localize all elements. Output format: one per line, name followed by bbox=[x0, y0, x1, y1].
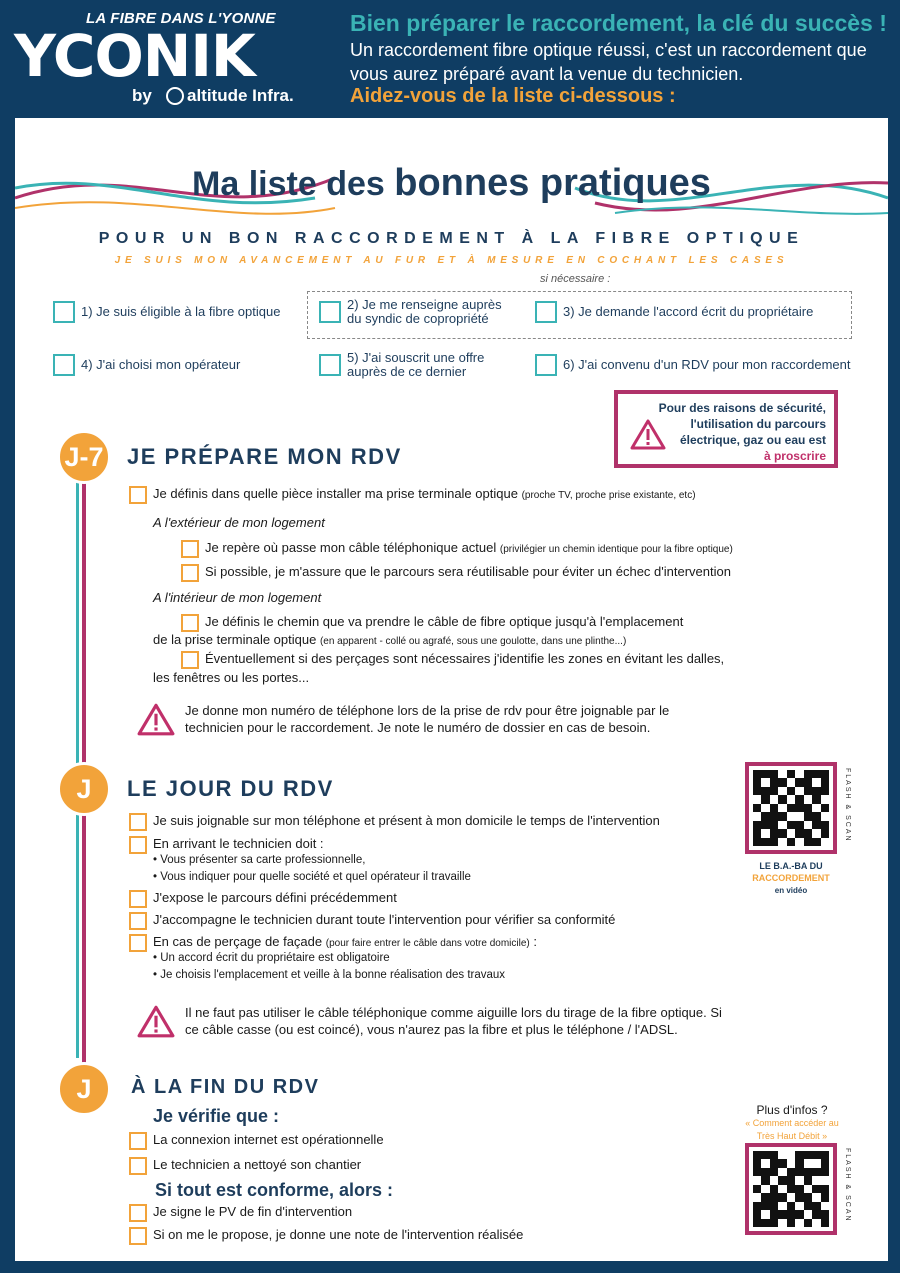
s2-item5-bullets bbox=[153, 950, 505, 984]
header bbox=[0, 0, 900, 118]
step-label: 2) Je me renseigne auprès du syndic de copropriété bbox=[347, 297, 502, 326]
s1-item2-note: (privilégier un chemin identique pour la fibre optique) bbox=[499, 544, 733, 555]
s1-item2-text: Je repère où passe mon câble téléphonique actuel bbox=[205, 540, 497, 555]
section3-title: À LA FIN DU RDV bbox=[131, 1076, 320, 1098]
qr-caption bbox=[741, 860, 841, 897]
s3-item1-text: La connexion internet est opérationnelle bbox=[153, 1132, 384, 1147]
s2-item4-text: J'accompagne le technicien durant toute l'intervention pour vérifier sa conformité bbox=[153, 912, 616, 927]
header-cta: Aidez-vous de la liste ci-dessous : bbox=[350, 85, 676, 107]
logo-name: YCONIK bbox=[14, 22, 255, 90]
timeline-line-pink bbox=[82, 478, 86, 788]
badge-j: J bbox=[57, 762, 111, 816]
more-info-link[interactable]: « Comment accéder au Très Haut Débit » bbox=[745, 1118, 839, 1141]
checkbox[interactable] bbox=[181, 614, 199, 632]
checklist-card bbox=[15, 118, 888, 1261]
warning-icon bbox=[137, 702, 175, 736]
checkbox[interactable] bbox=[129, 934, 147, 952]
s3-item2-text: Le technicien a nettoyé son chantier bbox=[153, 1157, 362, 1172]
s3-item1[interactable] bbox=[129, 1132, 384, 1150]
flash-scan-label: FLASH & SCAN bbox=[844, 1148, 851, 1223]
qr-pattern bbox=[753, 770, 829, 846]
qr-pattern bbox=[753, 1151, 829, 1227]
s1-item4[interactable] bbox=[181, 614, 683, 632]
bullet: • Vous présenter sa carte professionnelle, bbox=[153, 854, 366, 866]
qr-code-thd[interactable] bbox=[745, 1143, 837, 1235]
qr-code-video[interactable] bbox=[745, 762, 837, 854]
inside-heading: A l'intérieur de mon logement bbox=[153, 590, 322, 605]
step-label: 4) J'ai choisi mon opérateur bbox=[81, 357, 241, 372]
logo-partner-name: altitude Infra. bbox=[187, 86, 294, 105]
s1-warning-text: Je donne mon numéro de téléphone lors de la prise de rdv pour être joignable par le technicien pour le raccordement. Je note le numéro de dossier en cas de besoin. bbox=[185, 703, 670, 735]
flash-scan-label: FLASH & SCAN bbox=[844, 768, 851, 843]
more-info bbox=[737, 1104, 847, 1143]
badge-j-end: J bbox=[57, 1062, 111, 1116]
safety-text bbox=[646, 400, 826, 464]
yconik-logo bbox=[14, 8, 314, 108]
section1-title: JE PRÉPARE MON RDV bbox=[127, 444, 402, 469]
s1-item5-text: Éventuellement si des perçages sont nécessaires j'identifie les zones en évitant les dalles, bbox=[205, 651, 725, 666]
checkbox[interactable] bbox=[129, 486, 147, 504]
checkbox[interactable] bbox=[181, 651, 199, 669]
step-label: 3) Je demande l'accord écrit du propriétaire bbox=[563, 304, 814, 319]
step-6[interactable] bbox=[535, 354, 865, 376]
s2-item5-end: : bbox=[533, 934, 537, 949]
s1-item1-note: (proche TV, proche prise existante, etc) bbox=[521, 490, 696, 501]
s1-item4-continued bbox=[153, 631, 626, 650]
logo-partner bbox=[166, 86, 294, 106]
step-label: 1) Je suis éligible à la fibre optique bbox=[81, 304, 281, 319]
step-label: 6) J'ai convenu d'un RDV pour mon raccordement bbox=[563, 357, 851, 372]
s3-item3-text: Je signe le PV de fin d'intervention bbox=[153, 1204, 353, 1219]
s1-item4-cont-text: de la prise terminale optique bbox=[153, 632, 317, 647]
main-title-part2: bonnes pratiques bbox=[394, 162, 711, 204]
s2-item5-text: En cas de perçage de façade bbox=[153, 934, 323, 949]
step-1[interactable] bbox=[53, 301, 303, 323]
bullet: • Vous indiquer pour quelle société et quel opérateur il travaille bbox=[153, 871, 471, 883]
s1-item5-continued: les fenêtres ou les portes... bbox=[153, 670, 310, 685]
checkbox[interactable] bbox=[319, 301, 341, 323]
s1-phone-warning bbox=[137, 702, 717, 736]
checkbox[interactable] bbox=[181, 564, 199, 582]
step-4[interactable] bbox=[53, 354, 303, 376]
section2-title: LE JOUR DU RDV bbox=[127, 776, 334, 801]
step-label: 5) J'ai souscrit une offre auprès de ce dernier bbox=[347, 350, 485, 379]
more-info-title: Plus d'infos ? bbox=[756, 1103, 828, 1117]
safety-line1: Pour des raisons de sécurité, l'utilisation du parcours électrique, gaz ou eau est bbox=[658, 401, 826, 447]
checkbox[interactable] bbox=[129, 1204, 147, 1222]
checkbox[interactable] bbox=[53, 301, 75, 323]
logo-tagline: LA FIBRE DANS L'YONNE bbox=[86, 10, 276, 27]
checkbox[interactable] bbox=[129, 1157, 147, 1175]
s2-warning-text: Il ne faut pas utiliser le câble téléphonique comme aiguille lors du tirage de la fibre optique. Si ce câble casse (ou est coincé), vous n'aurez pas la fibre et plus le téléphone / l'ADSL. bbox=[185, 1005, 722, 1037]
s2-cable-warning bbox=[137, 1004, 737, 1038]
s1-item1-text: Je définis dans quelle pièce installer ma prise terminale optique bbox=[153, 486, 518, 501]
checkbox[interactable] bbox=[129, 912, 147, 930]
altitude-logo-icon bbox=[166, 87, 184, 105]
checkbox[interactable] bbox=[53, 354, 75, 376]
qr-caption-2: RACCORDEMENT bbox=[752, 873, 830, 883]
main-title bbox=[15, 162, 888, 205]
s1-item5[interactable] bbox=[181, 651, 724, 669]
bullet: • Un accord écrit du propriétaire est obligatoire bbox=[153, 952, 390, 964]
step-2[interactable] bbox=[319, 298, 519, 326]
checkbox[interactable] bbox=[129, 1132, 147, 1150]
s1-item4-note: (en apparent - collé ou agrafé, sous une goulotte, dans une plinthe...) bbox=[319, 636, 627, 647]
s3-item4[interactable] bbox=[129, 1227, 523, 1245]
checkbox[interactable] bbox=[129, 813, 147, 831]
s2-item3[interactable] bbox=[129, 890, 397, 908]
checkbox[interactable] bbox=[129, 890, 147, 908]
safety-line2: à proscrire bbox=[763, 449, 826, 463]
s2-item2-bullets bbox=[153, 852, 471, 886]
checkbox[interactable] bbox=[129, 1227, 147, 1245]
main-title-part1: Ma liste des bbox=[192, 165, 385, 203]
s3-item4-text: Si on me le propose, je donne une note de l'intervention réalisée bbox=[153, 1227, 524, 1242]
s2-item1[interactable] bbox=[129, 813, 660, 831]
checkbox[interactable] bbox=[129, 836, 147, 854]
checkbox[interactable] bbox=[319, 354, 341, 376]
s2-item3-text: J'expose le parcours défini précédemment bbox=[153, 890, 397, 905]
qr-caption-1: LE B.A.-BA DU bbox=[759, 861, 823, 871]
qr-caption-3: en vidéo bbox=[774, 886, 808, 895]
bullet: • Je choisis l'emplacement et veille à la bonne réalisation des travaux bbox=[153, 969, 506, 981]
header-text: Un raccordement fibre optique réussi, c'est un raccordement que vous aurez préparé avant la venue du technicien. bbox=[350, 40, 867, 84]
logo-by: by bbox=[132, 86, 152, 105]
subtitle: POUR UN BON RACCORDEMENT À LA FIBRE OPTIQUE bbox=[98, 230, 805, 247]
outside-heading: A l'extérieur de mon logement bbox=[153, 515, 325, 530]
s3-item2[interactable] bbox=[129, 1157, 361, 1175]
step-5[interactable] bbox=[319, 351, 519, 379]
s3-item3[interactable] bbox=[129, 1204, 352, 1222]
s2-item1-text: Je suis joignable sur mon téléphone et présent à mon domicile le temps de l'intervention bbox=[153, 813, 660, 828]
if-needed-label: si nécessaire : bbox=[540, 273, 611, 285]
s2-item2-text: En arrivant le technicien doit : bbox=[153, 836, 324, 851]
checkbox[interactable] bbox=[535, 301, 557, 323]
step-3[interactable] bbox=[535, 301, 855, 323]
timeline-line-pink-2 bbox=[82, 808, 86, 1068]
s1-item2[interactable] bbox=[181, 540, 733, 558]
verify-heading: Je vérifie que : bbox=[153, 1106, 280, 1126]
conform-heading: Si tout est conforme, alors : bbox=[155, 1180, 394, 1200]
checkbox[interactable] bbox=[535, 354, 557, 376]
s1-item1[interactable] bbox=[129, 486, 696, 504]
s2-item4[interactable] bbox=[129, 912, 615, 930]
badge-j7: J-7 bbox=[57, 430, 111, 484]
safety-warning-box bbox=[614, 390, 838, 468]
checkbox[interactable] bbox=[181, 540, 199, 558]
s1-item4-text: Je définis le chemin que va prendre le câble de fibre optique jusqu'à l'emplacement bbox=[205, 614, 684, 629]
s1-item3-text: Si possible, je m'assure que le parcours sera réutilisable pour éviter un échec d'intervention bbox=[205, 564, 731, 579]
s2-item5-note: (pour faire entrer le câble dans votre domicile) bbox=[325, 938, 530, 949]
s1-item3[interactable] bbox=[181, 564, 731, 582]
warning-icon bbox=[137, 1004, 175, 1038]
subtitle-instructions: JE SUIS MON AVANCEMENT AU FUR ET À MESURE EN COCHANT LES CASES bbox=[114, 255, 789, 266]
header-title: Bien préparer le raccordement, la clé du succès ! bbox=[350, 10, 887, 36]
